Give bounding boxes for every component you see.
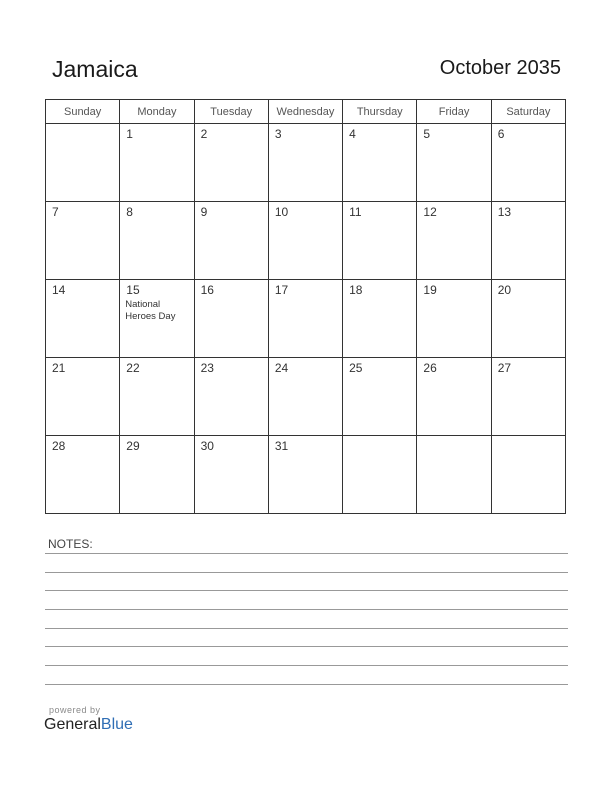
day-number: 3 [274, 127, 282, 141]
day-cell [46, 124, 120, 202]
day-number: 14 [52, 283, 66, 297]
day-number: 4 [349, 127, 356, 141]
day-number: 19 [423, 283, 437, 297]
day-number: 17 [274, 283, 289, 297]
weekday-sunday: Sunday [46, 100, 120, 124]
day-number: 13 [497, 205, 512, 219]
day-number: 29 [126, 439, 140, 453]
day-cell [268, 202, 342, 280]
day-number [343, 436, 416, 439]
country-title: Jamaica [52, 56, 138, 82]
generalblue-logo [44, 716, 133, 734]
day-cell [268, 358, 342, 436]
day-cell [417, 358, 491, 436]
day-cell [491, 436, 565, 514]
day-cell [343, 124, 417, 202]
weekday-wednesday: Wednesday [268, 100, 342, 124]
week-row [46, 358, 566, 436]
day-number: 31 [274, 439, 289, 453]
day-cell [194, 358, 268, 436]
day-cell [194, 202, 268, 280]
holiday-label: National Heroes Day [125, 299, 176, 322]
note-line [45, 590, 568, 591]
day-cell [343, 202, 417, 280]
day-number: 15 [126, 283, 140, 297]
day-number: 28 [52, 439, 66, 453]
note-line [45, 684, 568, 685]
day-cell [417, 436, 491, 514]
weekday-friday: Friday [417, 100, 491, 124]
day-cell [417, 124, 491, 202]
day-cell [491, 124, 565, 202]
weekday-saturday: Saturday [491, 100, 565, 124]
day-number: 20 [497, 283, 512, 297]
day-cell [120, 436, 194, 514]
week-row [46, 202, 566, 280]
day-cell [343, 280, 417, 358]
weekday-thursday: Thursday [343, 100, 417, 124]
day-number: 12 [423, 205, 437, 219]
day-cell [343, 358, 417, 436]
day-number: 8 [126, 205, 133, 219]
day-number [417, 436, 490, 439]
day-cell [46, 280, 120, 358]
day-number: 26 [423, 361, 437, 375]
day-number: 16 [200, 283, 214, 297]
day-number: 2 [200, 127, 208, 141]
day-number: 27 [497, 361, 512, 375]
day-cell [417, 280, 491, 358]
calendar-grid [45, 99, 566, 514]
day-cell [46, 436, 120, 514]
day-cell [120, 358, 194, 436]
day-number: 18 [349, 283, 363, 297]
day-cell [491, 358, 565, 436]
note-line [45, 646, 568, 647]
weekday-monday: Monday [120, 100, 194, 124]
day-number: 24 [274, 361, 289, 375]
day-cell [46, 358, 120, 436]
weekday-header-row [46, 100, 566, 124]
day-number: 1 [126, 127, 133, 141]
note-line [45, 665, 568, 666]
day-number [492, 436, 565, 439]
brand-blue: Blue [100, 716, 133, 733]
day-cell [194, 124, 268, 202]
day-number: 9 [200, 205, 208, 219]
day-number: 5 [423, 127, 431, 141]
day-cell [343, 436, 417, 514]
day-cell [268, 280, 342, 358]
day-cell [120, 124, 194, 202]
note-line [45, 572, 568, 573]
day-number: 7 [52, 205, 59, 219]
brand-general: General [44, 716, 101, 733]
day-cell [268, 124, 342, 202]
day-number: 22 [126, 361, 140, 375]
day-number: 23 [200, 361, 214, 375]
day-number: 10 [274, 205, 289, 219]
note-line [45, 553, 568, 554]
day-number: 11 [349, 205, 362, 219]
note-line [45, 628, 568, 629]
day-cell [46, 202, 120, 280]
week-row [46, 280, 566, 358]
day-number: 30 [200, 439, 214, 453]
day-cell-holiday [120, 280, 194, 358]
month-year-title: October 2035 [439, 57, 561, 79]
day-number [46, 124, 119, 127]
day-number: 6 [497, 127, 505, 141]
day-cell [194, 436, 268, 514]
day-cell [491, 280, 565, 358]
day-number: 25 [349, 361, 363, 375]
day-cell [491, 202, 565, 280]
day-cell [417, 202, 491, 280]
week-row [46, 124, 566, 202]
notes-label: NOTES: [48, 537, 93, 551]
day-cell [194, 280, 268, 358]
week-row [46, 436, 566, 514]
day-cell [268, 436, 342, 514]
day-cell [120, 202, 194, 280]
note-line [45, 609, 568, 610]
powered-by-text: powered by [49, 705, 101, 715]
weekday-tuesday: Tuesday [194, 100, 268, 124]
day-number: 21 [52, 361, 66, 375]
